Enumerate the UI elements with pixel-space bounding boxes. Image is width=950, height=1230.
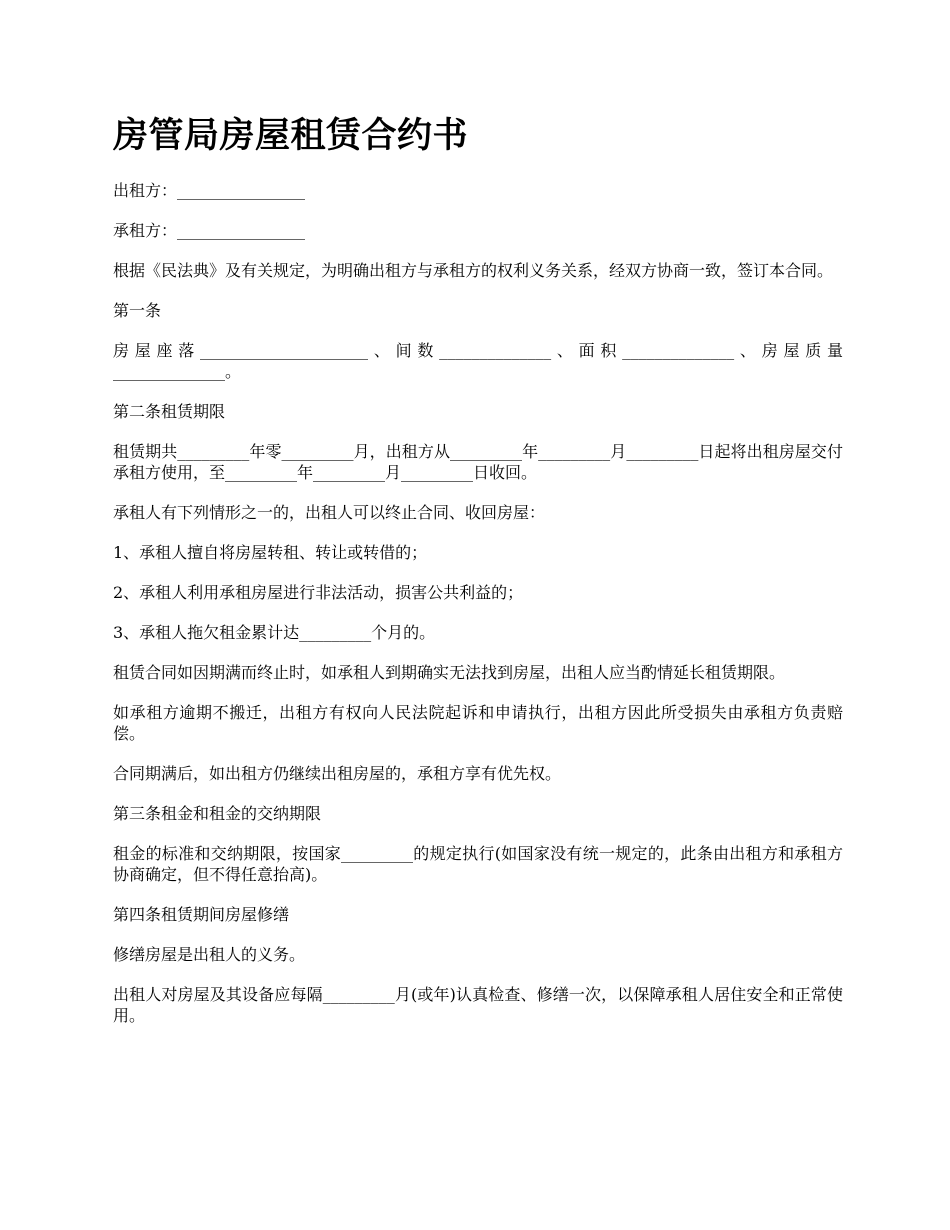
inspection-paragraph: 出租人对房屋及其设备应每隔_________月(或年)认真检查、修缮一次，以保障承租人居住安全和正常使用。 xyxy=(113,985,843,1025)
termination-item-1: 1、承租人擅自将房屋转租、转让或转借的； xyxy=(113,543,428,562)
rent-standard-paragraph: 租金的标准和交纳期限，按国家_________的规定执行(如国家没有统一规定的，此条由出租方和承租方协商确定，但不得任意抬高)。 xyxy=(113,844,843,884)
document-page xyxy=(113,112,843,1045)
document-title: 房管局房屋租赁合约书 xyxy=(113,115,469,156)
lessor-line: 出租方：________________ xyxy=(113,181,306,200)
preamble-paragraph: 根据《民法典》及有关规定，为明确出租方与承租方的权利义务关系，经双方协商一致，签订本合同。 xyxy=(113,261,834,280)
article-1-body: 房屋座落_____________________、间数______________、面积______________、房屋质量______________。 xyxy=(113,341,843,381)
article-3-heading: 第三条租金和租金的交纳期限 xyxy=(113,804,322,823)
termination-intro: 承租人有下列情形之一的，出租人可以终止合同、收回房屋： xyxy=(113,503,546,522)
repair-duty-paragraph: 修缮房屋是出租人的义务。 xyxy=(113,945,306,964)
expiry-extension-paragraph: 租赁合同如因期满而终止时，如承租人到期确实无法找到房屋，出租人应当酌情延长租赁期限。 xyxy=(113,663,786,682)
article-2-heading: 第二条租赁期限 xyxy=(113,402,226,421)
priority-paragraph: 合同期满后，如出租方仍继续出租房屋的，承租方享有优先权。 xyxy=(113,764,562,783)
overdue-move-paragraph: 如承租方逾期不搬迁，出租方有权向人民法院起诉和申请执行，出租方因此所受损失由承租方负责赔偿。 xyxy=(113,703,843,743)
article-1-heading: 第一条 xyxy=(113,301,162,320)
lessee-line: 承租方：________________ xyxy=(113,221,306,240)
lease-term-paragraph: 租赁期共_________年零_________月，出租方从_________年_________月_________日起将出租房屋交付承租方使用，至_________年_________月_________日收回。 xyxy=(113,442,843,482)
termination-item-3: 3、承租人拖欠租金累计达_________个月的。 xyxy=(113,623,436,642)
termination-item-2: 2、承租人利用承租房屋进行非法活动，损害公共利益的； xyxy=(113,583,524,602)
article-4-heading: 第四条租赁期间房屋修缮 xyxy=(113,905,290,924)
